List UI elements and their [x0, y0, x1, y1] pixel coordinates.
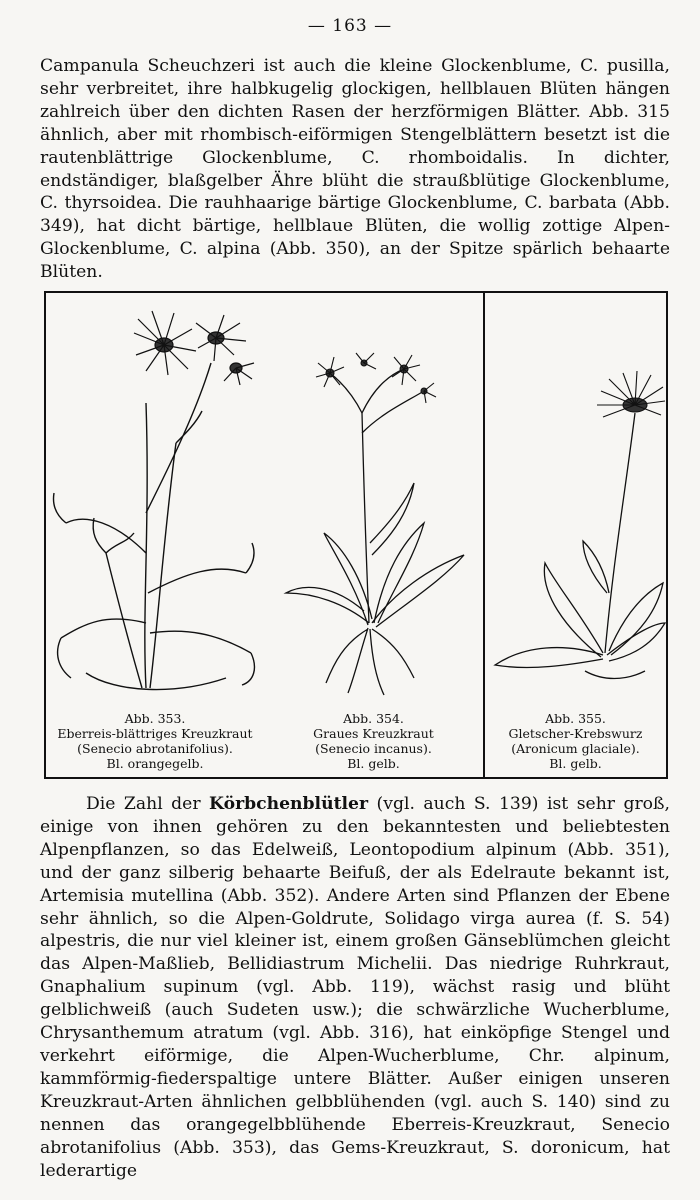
- caption-353-color: Bl. orangegelb.: [106, 756, 204, 771]
- paragraph-koerbchenbluetler: [40, 793, 670, 1182]
- figure-353: [46, 293, 264, 777]
- caption-355: [485, 711, 666, 771]
- caption-355-name: Gletscher-Krebswurz: [508, 726, 643, 741]
- paragraph-campanula: Campanula Scheuchzeri ist auch die kleine Glockenblume, C. pusilla, sehr verbreitet, ihre halbkugelig glockigen, hellblauen Blüten hängen zahlreich über den dichten Rasen der herzförmigen Blätter. Abb. 315 ähnlich, aber mit rhombisch-eiförmigen Stengelblättern besetzt ist die rautenblättrige Glockenblume, C. rhomboidalis. In dichter, endständiger, blaßgelber Ähre blüht die straußblütige Glockenblume, C. thyrsoidea. Die rauhhaarige bärtige Glockenblume, C. barbata (Abb. 349), hat dicht bärtige, hellblaue Blüten, die wollig zottige Alpen-Glockenblume, C. alpina (Abb. 350), an der Spitze spärlich behaarte Blüten.: [40, 56, 670, 283]
- senecio-abrotanifolius-illustration: [46, 293, 264, 713]
- caption-353: [46, 711, 264, 771]
- aronicum-glaciale-illustration: [485, 293, 666, 713]
- caption-355-number: Abb. 355.: [545, 711, 606, 726]
- caption-353-number: Abb. 353.: [124, 711, 186, 726]
- page-number: — 163 —: [307, 16, 393, 36]
- caption-354-color: Bl. gelb.: [347, 756, 400, 771]
- paragraph-2-emphasis: Körbchenblütler: [209, 794, 369, 814]
- figure-355: [485, 293, 666, 777]
- caption-355-color: Bl. gelb.: [549, 756, 602, 771]
- caption-354-latin: (Senecio incanus).: [315, 741, 432, 756]
- senecio-incanus-illustration: [264, 293, 483, 713]
- caption-354-number: Abb. 354.: [343, 711, 404, 726]
- caption-353-latin: (Senecio abrotanifolius).: [77, 741, 233, 756]
- figure-plate: [44, 291, 668, 779]
- caption-354-name: Graues Kreuzkraut: [313, 726, 434, 741]
- paragraph-2-rest: (vgl. auch S. 139) ist sehr groß, einige von ihnen gehören zu den bekanntesten und beliebtesten Alpenpflanzen, so das Edelweiß, Leontopodium alpinum (Abb. 351), und der ganz silberig behaarte Beifuß, der als Edelraute bekannt ist, Artemisia mutellina (Abb. 352). Andere Arten sind Pflanzen der Ebene sehr ähnlich, so die Alpen-Goldrute, Solidago virga aurea (f. S. 54) alpestris, die nur viel kleiner ist, einem großen Gänseblümchen gleicht das Alpen-Maßlieb, Bellidiastrum Michelii. Das niedrige Ruhrkraut, Gnaphalium supinum (vgl. Abb. 119), wächst rasig und blüht gelblichweiß (auch Sudeten usw.); die schwärzliche Wucherblume, Chrysanthemum atratum (vgl. Abb. 316), hat einköpfige Stengel und verkehrt eiförmige, die Alpen-Wucherblume, Chr. alpinum, kammförmig-fiederspaltige untere Blätter. Außer einigen unseren Kreuzkraut-Arten ähnlichen gelbblühenden (vgl. auch S. 140) sind zu nennen das orangegelbblühende Eberreis-Kreuzkraut, Senecio abrotanifolius (Abb. 353), das Gems-Kreuzkraut, S. doronicum, hat lederartige: [40, 794, 670, 1181]
- caption-354: [264, 711, 483, 771]
- paragraph-2-lead: Die Zahl der: [86, 794, 210, 814]
- caption-353-name: Eberreis-blättriges Kreuzkraut: [57, 726, 253, 741]
- caption-355-latin: (Aronicum glaciale).: [511, 741, 640, 756]
- figure-354: [264, 293, 483, 777]
